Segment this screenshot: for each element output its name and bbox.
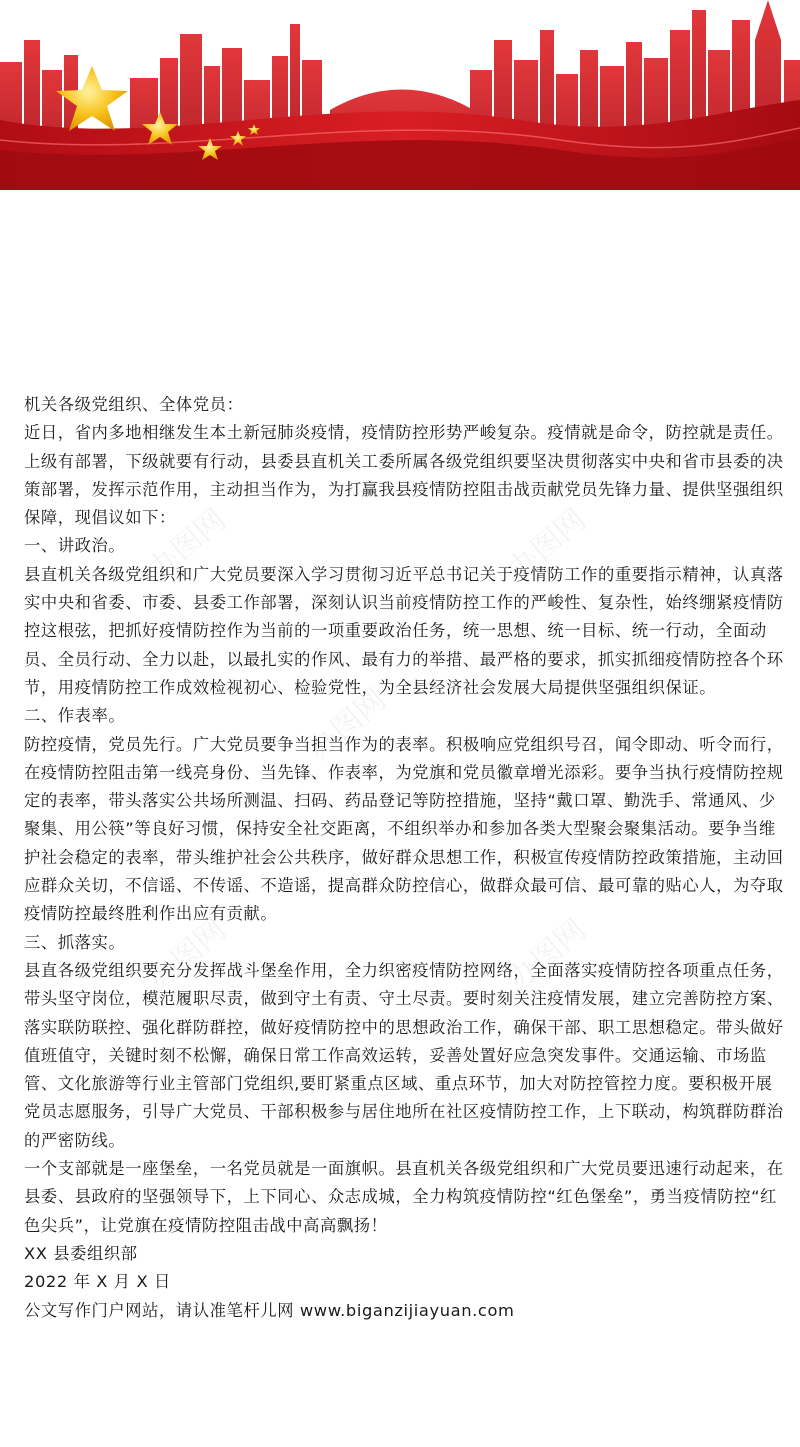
section-heading: 一、讲政治。 <box>24 536 126 556</box>
header-banner <box>0 0 800 190</box>
section-heading: 三、抓落实。 <box>24 932 126 952</box>
section-body: 县直各级党组织要充分发挥战斗堡垒作用，全力织密疫情防控网络，全面落实疫情防控各项重点任务，带头坚守岗位，模范履职尽责，做到守土有责、守土尽责。要时刻关注疫情发展，建立完善防控方案、落实联防联控、强化群防群控，做好疫情防控中的思想政治工作，确保干部、职工思想稳定。带头做好值班值守，关键时刻不松懈，确保日常工作高效运转，妥善处置好应急突发事件。交通运输、市场监管、文化旅游等行业主管部门党组织,要盯紧重点区域、重点环节，加大对防控管控力度。要积极开展党员志愿服务，引导广大党员、干部积极参与居住地所在社区疫情防控工作，上下联动，构筑群防群治的严密防线。 <box>24 960 784 1150</box>
signature: XX 县委组织部 <box>24 1243 138 1263</box>
salutation: 机关各级党组织、全体党员： <box>24 395 244 414</box>
date: 2022 年 X 月 X 日 <box>24 1272 171 1292</box>
closing-paragraph: 一个支部就是一座堡垒，一名党员就是一面旗帜。县直机关各级党组织和广大党员要迅速行动起来，在县委、县政府的坚强领导下，上下同心、众志成城，全力构筑疫情防控“红色堡垒”，勇当疫情防控“红色尖兵”，让党旗在疫情防控阻击战中高高飘扬！ <box>24 1159 784 1235</box>
section-body: 防控疫情，党员先行。广大党员要争当担当作为的表率。积极响应党组织号召，闻令即动、听令而行，在疫情防控阻击第一线亮身份、当先锋、作表率，为党旗和党员徽章增光添彩。要争当执行疫情防控规定的表率，带头落实公共场所测温、扫码、药品登记等防控措施，坚持“戴口罩、勤洗手、常通风、少聚集、用公筷”等良好习惯，保持安全社交距离，不组织举办和参加各类大型聚会聚集活动。要争当维护社会稳定的表率，带头维护社会公共秩序，做好群众思想工作，积极宣传疫情防控政策措施，主动回应群众关切，不信谣、不传谣、不造谣，提高群众防控信心，做群众最可信、最可靠的贴心人，为夺取疫情防控最终胜利作出应有贡献。 <box>24 734 784 924</box>
intro-paragraph: 近日，省内多地相继发生本土新冠肺炎疫情，疫情防控形势严峻复杂。疫情就是命令，防控就是责任。上级有部署，下级就要有行动，县委县直机关工委所属各级党组织要坚决贯彻落实中央和省市县委的决策部署，发挥示范作用，主动担当作为，为打赢我县疫情防控阻击战贡献党员先锋力量、提供坚强组织保障，现倡议如下： <box>24 423 784 528</box>
city-skyline-illustration <box>0 0 800 190</box>
section-heading: 二、作表率。 <box>24 706 126 726</box>
section-body: 县直机关各级党组织和广大党员要深入学习贯彻习近平总书记关于疫情防工作的重要指示精神，认真落实中央和省委、市委、县委工作部署，深刻认识当前疫情防控工作的严峻性、复杂性，始终绷紧疫情防控这根弦，把抓好疫情防控作为当前的一项重要政治任务，统一思想、统一目标、统一行动，全面动员、全员行动、全力以赴，以最扎实的作风、最有力的举措、最严格的要求，抓实抓细疫情防控各个环节，用疫情防控工作成效检视初心、检验党性，为全县经济社会发展大局提供坚强组织保证。 <box>24 564 784 697</box>
footer-note: 公文写作门户网站，请认准笔杆儿网 www.biganzijiayuan.com <box>24 1300 515 1320</box>
letter-body <box>24 391 784 1325</box>
